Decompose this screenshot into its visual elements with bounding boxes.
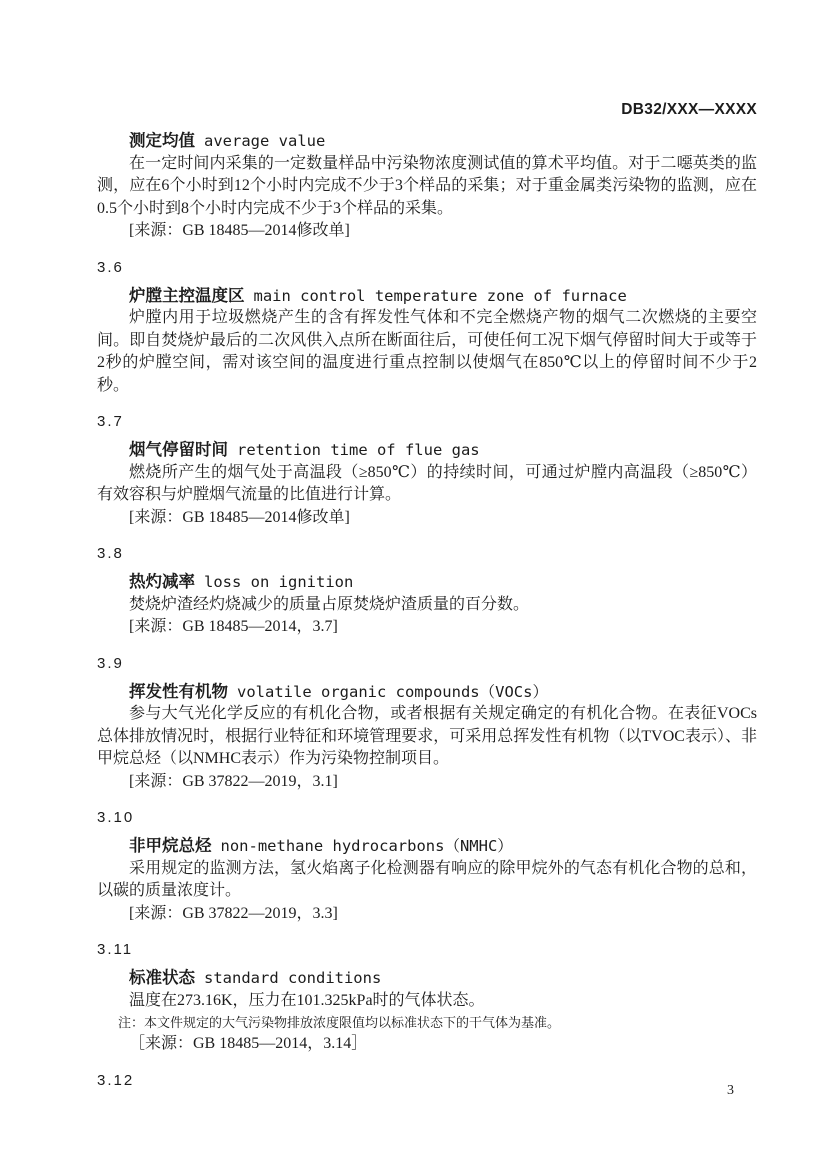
term-heading xyxy=(97,130,757,153)
term-definition: 参与大气光化学反应的有机化合物，或者根据有关规定确定的有机化合物。在表征VOCs总体排放情况时，根据行业特征和环境管理要求，可采用总挥发性有机物（以TVOC表示）、非甲烷总烃（以NMHC表示）作为污染物控制项目。 xyxy=(97,705,757,767)
term-definition: 焚烧炉渣经灼烧减少的质量占原焚烧炉渣质量的百分数。 xyxy=(129,595,530,613)
clause-number: 3.11 xyxy=(97,941,134,958)
page-number: 3 xyxy=(727,1083,734,1098)
term-en: main control temperature zone of furnace xyxy=(253,286,627,305)
term-heading xyxy=(97,681,757,704)
term-en: loss on ignition xyxy=(204,573,354,591)
term-heading xyxy=(97,967,757,990)
term-definition: 在一定时间内采集的一定数量样品中污染物浓度测试值的算术平均值。对于二噁英类的监测，应在6个小时到12个小时内完成不少于3个样品的采集；对于重金属类污染物的监测，应在0.5个小时到8个小时内完成不少于3个样品的采集。 xyxy=(97,154,757,217)
term-en: standard conditions xyxy=(204,969,382,987)
term-definition: 燃烧所产生的烟气处于高温段（≥850℃）的持续时间，可通过炉膛内高温段（≥850℃）有效容积与炉膛烟气流量的比值进行计算。 xyxy=(97,463,757,503)
clause-number: 3.7 xyxy=(97,413,124,430)
document-code-header: DB32/XXX—XXXX xyxy=(621,101,757,118)
term-section xyxy=(97,411,757,529)
clause-number: 3.6 xyxy=(97,258,124,276)
term-en: volatile organic compounds（VOCs） xyxy=(237,682,548,701)
source-line: [来源：GB 18485—2014修改单] xyxy=(129,508,350,526)
term-definition: 采用规定的监测方法，氢火焰离子化检测器有响应的除甲烷外的气态有机化合物的总和，以碳的质量浓度计。 xyxy=(97,859,757,899)
term-section xyxy=(97,257,757,398)
term-definition: 炉膛内用于垃圾燃烧产生的含有挥发性气体和不完全燃烧产物的烟气二次燃烧的主要空间。即自焚烧炉最后的二次风供入点所在断面往后，可使任何工况下烟气停留时间大于或等于2秒的炉膛空间，需对该空间的温度进行重点控制以使烟气在850℃以上的停留时间不少于2秒。 xyxy=(97,309,757,394)
term-heading xyxy=(97,571,757,594)
term-definition: 温度在273.16K，压力在101.325kPa时的气体状态。 xyxy=(129,991,485,1009)
term-zh: 非甲烷总烃 xyxy=(129,837,212,855)
note-line: 注：本文件规定的大气污染物排放浓度限值均以标准状态下的干气体为基准。 xyxy=(118,1015,561,1030)
term-en: average value xyxy=(204,132,326,150)
term-en: non-methane hydrocarbons（NMHC） xyxy=(220,837,513,855)
term-section xyxy=(97,1070,757,1092)
term-section xyxy=(97,653,757,794)
source-line: [来源：GB 37822—2019，3.1] xyxy=(129,772,338,790)
term-zh: 标准状态 xyxy=(129,969,195,987)
term-section xyxy=(97,939,757,1056)
clause-number: 3.9 xyxy=(97,654,124,672)
term-zh: 炉膛主控温度区 xyxy=(129,286,245,305)
term-section xyxy=(97,543,757,639)
term-heading xyxy=(97,285,757,308)
term-zh: 烟气停留时间 xyxy=(129,441,228,459)
term-section xyxy=(97,807,757,925)
clause-number: 3.12 xyxy=(97,1071,135,1089)
source-line: [来源：GB 18485—2014修改单] xyxy=(129,222,350,239)
term-heading xyxy=(97,835,757,858)
source-line: ［来源：GB 18485—2014，3.14］ xyxy=(129,1035,368,1052)
term-section xyxy=(97,130,757,243)
term-zh: 挥发性有机物 xyxy=(129,682,228,701)
clause-number: 3.8 xyxy=(97,545,124,562)
term-zh: 热灼减率 xyxy=(129,573,195,591)
term-heading xyxy=(97,439,757,462)
source-line: [来源：GB 18485—2014，3.7] xyxy=(129,618,338,635)
source-line: [来源：GB 37822—2019，3.3] xyxy=(129,904,338,922)
term-en: retention time of flue gas xyxy=(237,441,480,459)
clause-number: 3.10 xyxy=(97,809,135,826)
term-zh: 测定均值 xyxy=(129,132,195,150)
